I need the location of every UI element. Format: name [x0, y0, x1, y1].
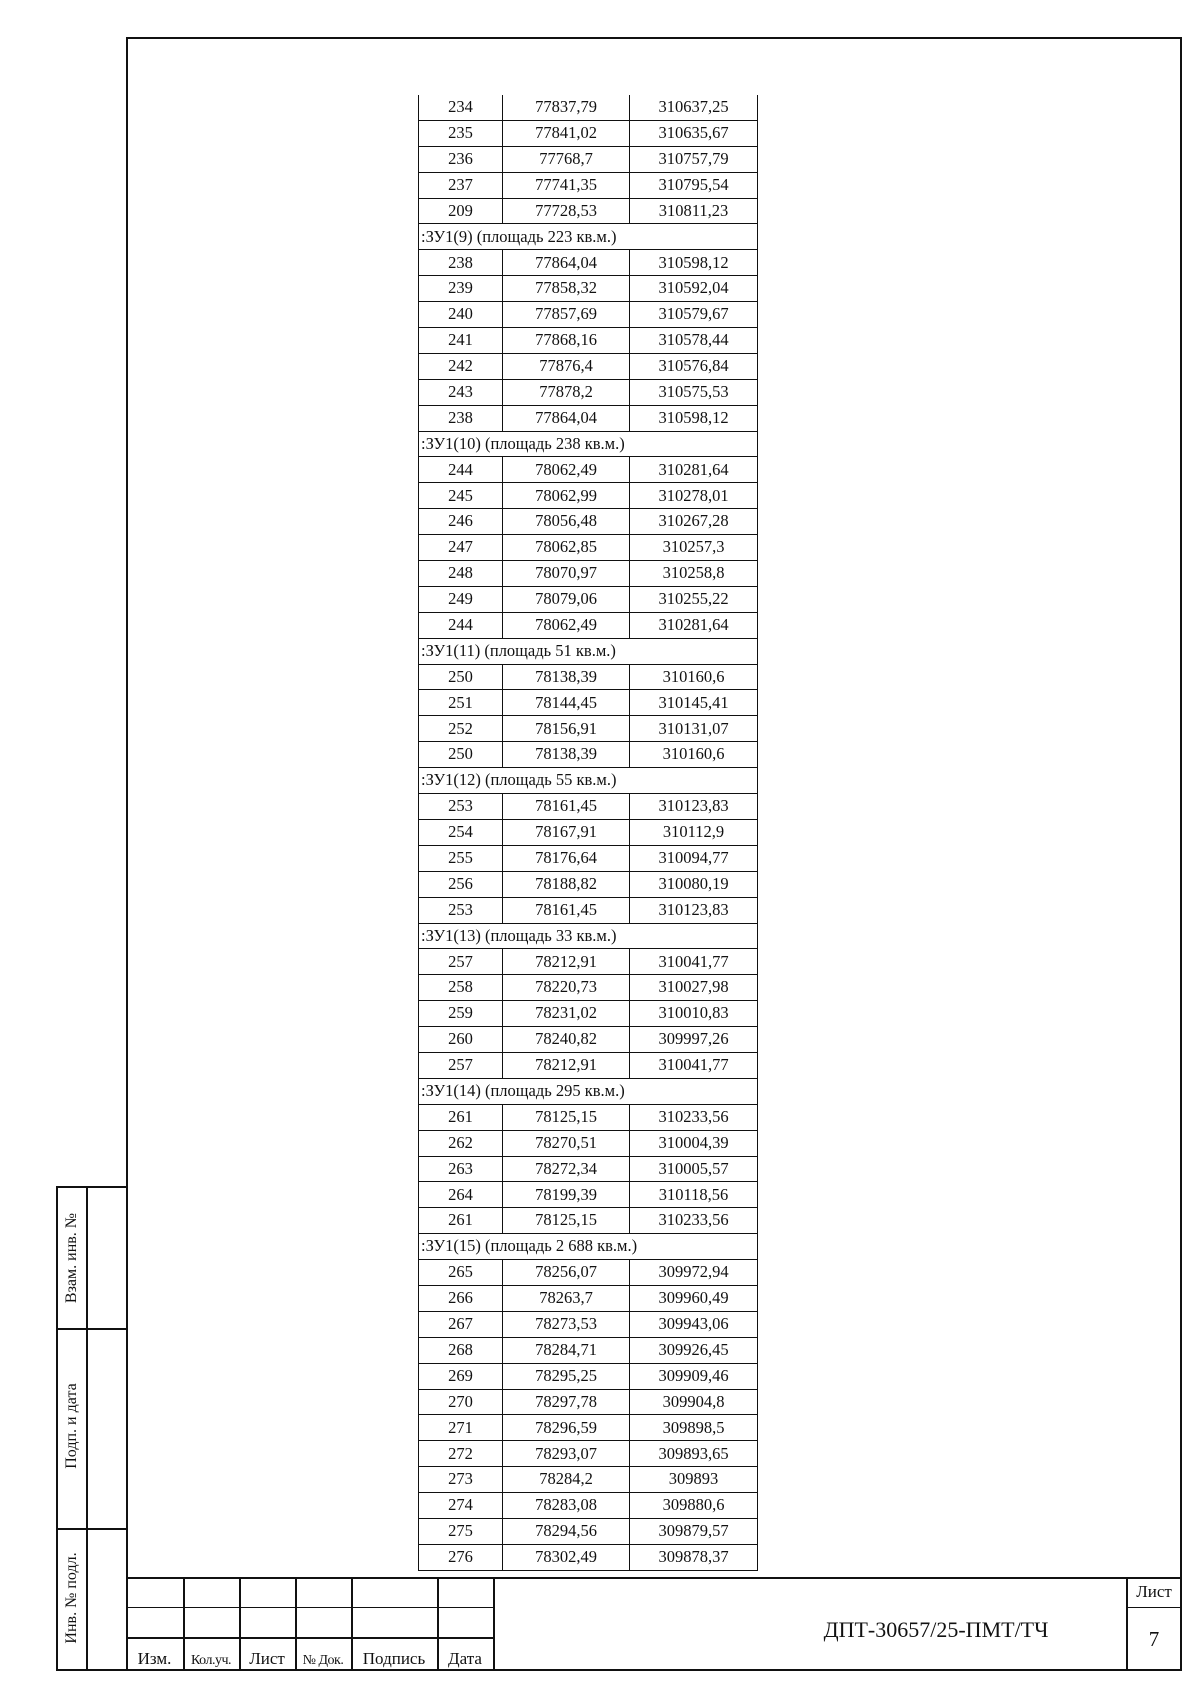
table-row	[419, 1052, 758, 1078]
point-number-cell: 260	[419, 1027, 503, 1053]
x-coordinate-cell: 78138,39	[503, 742, 630, 768]
section-header-row	[419, 431, 758, 457]
y-coordinate-cell: 309879,57	[630, 1518, 758, 1544]
table-row	[419, 1493, 758, 1519]
point-number-cell: 235	[419, 120, 503, 146]
y-coordinate-cell: 310795,54	[630, 172, 758, 198]
side-label-original-inv: Инв. № подл.	[63, 1552, 80, 1644]
point-number-cell: 244	[419, 457, 503, 483]
x-coordinate-cell: 77864,04	[503, 250, 630, 276]
point-number-cell: 274	[419, 1493, 503, 1519]
section-title: :ЗУ1(9) (площадь 223 кв.м.)	[419, 224, 758, 250]
y-coordinate-cell: 310123,83	[630, 897, 758, 923]
point-number-cell: 266	[419, 1285, 503, 1311]
point-number-cell: 245	[419, 483, 503, 509]
y-coordinate-cell: 310637,25	[630, 95, 758, 120]
point-number-cell: 263	[419, 1156, 503, 1182]
x-coordinate-cell: 78188,82	[503, 871, 630, 897]
table-row	[419, 276, 758, 302]
point-number-cell: 239	[419, 276, 503, 302]
section-title: :ЗУ1(10) (площадь 238 кв.м.)	[419, 431, 758, 457]
table-row	[419, 612, 758, 638]
table-row	[419, 1518, 758, 1544]
point-number-cell: 264	[419, 1182, 503, 1208]
table-row	[419, 302, 758, 328]
x-coordinate-cell: 78125,15	[503, 1208, 630, 1234]
table-row	[419, 1182, 758, 1208]
point-number-cell: 272	[419, 1441, 503, 1467]
x-coordinate-cell: 77876,4	[503, 353, 630, 379]
y-coordinate-cell: 310635,67	[630, 120, 758, 146]
sheet-number: 7	[1148, 1627, 1160, 1651]
x-coordinate-cell: 78296,59	[503, 1415, 630, 1441]
section-header-row	[419, 224, 758, 250]
table-row	[419, 1260, 758, 1286]
table-row	[419, 586, 758, 612]
header-change: Изм.	[137, 1649, 172, 1668]
side-stamp	[56, 1186, 128, 1671]
section-title: :ЗУ1(12) (площадь 55 кв.м.)	[419, 768, 758, 794]
table-row	[419, 1311, 758, 1337]
y-coordinate-cell: 310145,41	[630, 690, 758, 716]
x-coordinate-cell: 78283,08	[503, 1493, 630, 1519]
point-number-cell: 251	[419, 690, 503, 716]
table-row	[419, 690, 758, 716]
x-coordinate-cell: 78062,49	[503, 612, 630, 638]
table-row	[419, 664, 758, 690]
section-title: :ЗУ1(15) (площадь 2 688 кв.м.)	[419, 1234, 758, 1260]
point-number-cell: 244	[419, 612, 503, 638]
y-coordinate-cell: 310010,83	[630, 1001, 758, 1027]
document-code: ДПТ-30657/25-ПМТ/ТЧ	[823, 1617, 1049, 1642]
y-coordinate-cell: 310255,22	[630, 586, 758, 612]
y-coordinate-cell: 310004,39	[630, 1130, 758, 1156]
x-coordinate-cell: 78212,91	[503, 949, 630, 975]
table-row	[419, 1027, 758, 1053]
point-number-cell: 276	[419, 1544, 503, 1570]
section-title: :ЗУ1(11) (площадь 51 кв.м.)	[419, 638, 758, 664]
y-coordinate-cell: 310575,53	[630, 379, 758, 405]
x-coordinate-cell: 78199,39	[503, 1182, 630, 1208]
point-number-cell: 273	[419, 1467, 503, 1493]
point-number-cell: 267	[419, 1311, 503, 1337]
point-number-cell: 242	[419, 353, 503, 379]
y-coordinate-cell: 309960,49	[630, 1285, 758, 1311]
y-coordinate-cell: 310080,19	[630, 871, 758, 897]
table-row	[419, 871, 758, 897]
x-coordinate-cell: 77837,79	[503, 95, 630, 120]
y-coordinate-cell: 310576,84	[630, 353, 758, 379]
table-row	[419, 353, 758, 379]
x-coordinate-cell: 77841,02	[503, 120, 630, 146]
x-coordinate-cell: 78293,07	[503, 1441, 630, 1467]
point-number-cell: 252	[419, 716, 503, 742]
y-coordinate-cell: 310041,77	[630, 949, 758, 975]
header-doc-no: № Док.	[302, 1653, 344, 1668]
point-number-cell: 253	[419, 897, 503, 923]
table-row	[419, 172, 758, 198]
x-coordinate-cell: 77864,04	[503, 405, 630, 431]
section-header-row	[419, 1078, 758, 1104]
y-coordinate-cell: 310094,77	[630, 845, 758, 871]
point-number-cell: 250	[419, 742, 503, 768]
table-row	[419, 1544, 758, 1570]
y-coordinate-cell: 309904,8	[630, 1389, 758, 1415]
table-row	[419, 716, 758, 742]
x-coordinate-cell: 78062,85	[503, 535, 630, 561]
x-coordinate-cell: 78220,73	[503, 975, 630, 1001]
y-coordinate-cell: 309909,46	[630, 1363, 758, 1389]
y-coordinate-cell: 310281,64	[630, 612, 758, 638]
point-number-cell: 255	[419, 845, 503, 871]
table-row	[419, 198, 758, 224]
header-count: Кол.уч.	[191, 1653, 231, 1668]
table-row	[419, 1285, 758, 1311]
x-coordinate-cell: 77768,7	[503, 146, 630, 172]
y-coordinate-cell: 310131,07	[630, 716, 758, 742]
point-number-cell: 250	[419, 664, 503, 690]
point-number-cell: 240	[419, 302, 503, 328]
y-coordinate-cell: 309926,45	[630, 1337, 758, 1363]
y-coordinate-cell: 309997,26	[630, 1027, 758, 1053]
table-row	[419, 483, 758, 509]
point-number-cell: 258	[419, 975, 503, 1001]
y-coordinate-cell: 309898,5	[630, 1415, 758, 1441]
point-number-cell: 265	[419, 1260, 503, 1286]
x-coordinate-cell: 78272,34	[503, 1156, 630, 1182]
header-signature: Подпись	[362, 1649, 426, 1668]
x-coordinate-cell: 78167,91	[503, 819, 630, 845]
y-coordinate-cell: 310579,67	[630, 302, 758, 328]
point-number-cell: 238	[419, 405, 503, 431]
x-coordinate-cell: 77868,16	[503, 328, 630, 354]
x-coordinate-cell: 78295,25	[503, 1363, 630, 1389]
table-row	[419, 535, 758, 561]
y-coordinate-cell: 310281,64	[630, 457, 758, 483]
section-header-row	[419, 768, 758, 794]
table-row	[419, 1363, 758, 1389]
header-date: Дата	[448, 1649, 482, 1668]
y-coordinate-cell: 310578,44	[630, 328, 758, 354]
y-coordinate-cell: 309878,37	[630, 1544, 758, 1570]
table-row	[419, 405, 758, 431]
y-coordinate-cell: 310257,3	[630, 535, 758, 561]
point-number-cell: 248	[419, 561, 503, 587]
table-row	[419, 1389, 758, 1415]
y-coordinate-cell: 309893	[630, 1467, 758, 1493]
side-label-replacement-inv: Взам. инв. №	[63, 1212, 80, 1304]
x-coordinate-cell: 78176,64	[503, 845, 630, 871]
sheet-label: Лист	[1136, 1582, 1172, 1601]
table-row	[419, 1130, 758, 1156]
x-coordinate-cell: 77878,2	[503, 379, 630, 405]
point-number-cell: 241	[419, 328, 503, 354]
y-coordinate-cell: 310112,9	[630, 819, 758, 845]
x-coordinate-cell: 78294,56	[503, 1518, 630, 1544]
y-coordinate-cell: 310811,23	[630, 198, 758, 224]
coordinates-table	[418, 95, 758, 1571]
point-number-cell: 246	[419, 509, 503, 535]
section-header-row	[419, 1234, 758, 1260]
side-label-signature-date: Подп. и дата	[63, 1383, 80, 1469]
point-number-cell: 271	[419, 1415, 503, 1441]
y-coordinate-cell: 310598,12	[630, 405, 758, 431]
x-coordinate-cell: 78161,45	[503, 794, 630, 820]
point-number-cell: 249	[419, 586, 503, 612]
x-coordinate-cell: 78062,99	[503, 483, 630, 509]
table-row	[419, 1337, 758, 1363]
y-coordinate-cell: 310123,83	[630, 794, 758, 820]
x-coordinate-cell: 78231,02	[503, 1001, 630, 1027]
point-number-cell: 259	[419, 1001, 503, 1027]
point-number-cell: 257	[419, 949, 503, 975]
y-coordinate-cell: 309880,6	[630, 1493, 758, 1519]
y-coordinate-cell: 310233,56	[630, 1104, 758, 1130]
x-coordinate-cell: 78302,49	[503, 1544, 630, 1570]
point-number-cell: 268	[419, 1337, 503, 1363]
section-title: :ЗУ1(14) (площадь 295 кв.м.)	[419, 1078, 758, 1104]
table-row	[419, 897, 758, 923]
section-header-row	[419, 638, 758, 664]
table-row	[419, 120, 758, 146]
table-row	[419, 1156, 758, 1182]
table-row	[419, 561, 758, 587]
point-number-cell: 247	[419, 535, 503, 561]
y-coordinate-cell: 310005,57	[630, 1156, 758, 1182]
y-coordinate-cell: 309972,94	[630, 1260, 758, 1286]
table-row	[419, 975, 758, 1001]
x-coordinate-cell: 78062,49	[503, 457, 630, 483]
x-coordinate-cell: 78256,07	[503, 1260, 630, 1286]
title-block	[126, 1577, 1182, 1671]
x-coordinate-cell: 78070,97	[503, 561, 630, 587]
y-coordinate-cell: 310118,56	[630, 1182, 758, 1208]
table-row	[419, 949, 758, 975]
y-coordinate-cell: 310233,56	[630, 1208, 758, 1234]
x-coordinate-cell: 78270,51	[503, 1130, 630, 1156]
x-coordinate-cell: 77741,35	[503, 172, 630, 198]
table-row	[419, 1467, 758, 1493]
x-coordinate-cell: 78273,53	[503, 1311, 630, 1337]
y-coordinate-cell: 310027,98	[630, 975, 758, 1001]
y-coordinate-cell: 310160,6	[630, 664, 758, 690]
table-row	[419, 509, 758, 535]
table-row	[419, 250, 758, 276]
x-coordinate-cell: 77857,69	[503, 302, 630, 328]
point-number-cell: 261	[419, 1208, 503, 1234]
x-coordinate-cell: 78284,71	[503, 1337, 630, 1363]
header-sheet: Лист	[249, 1649, 285, 1668]
y-coordinate-cell: 310160,6	[630, 742, 758, 768]
y-coordinate-cell: 310757,79	[630, 146, 758, 172]
point-number-cell: 269	[419, 1363, 503, 1389]
y-coordinate-cell: 310598,12	[630, 250, 758, 276]
x-coordinate-cell: 77858,32	[503, 276, 630, 302]
y-coordinate-cell: 309893,65	[630, 1441, 758, 1467]
y-coordinate-cell: 310278,01	[630, 483, 758, 509]
point-number-cell: 236	[419, 146, 503, 172]
table-row	[419, 95, 758, 120]
x-coordinate-cell: 78056,48	[503, 509, 630, 535]
x-coordinate-cell: 78125,15	[503, 1104, 630, 1130]
table-row	[419, 794, 758, 820]
point-number-cell: 209	[419, 198, 503, 224]
y-coordinate-cell: 310041,77	[630, 1052, 758, 1078]
x-coordinate-cell: 78297,78	[503, 1389, 630, 1415]
point-number-cell: 262	[419, 1130, 503, 1156]
table-row	[419, 328, 758, 354]
section-title: :ЗУ1(13) (площадь 33 кв.м.)	[419, 923, 758, 949]
table-row	[419, 1001, 758, 1027]
point-number-cell: 254	[419, 819, 503, 845]
point-number-cell: 253	[419, 794, 503, 820]
point-number-cell: 270	[419, 1389, 503, 1415]
x-coordinate-cell: 78284,2	[503, 1467, 630, 1493]
table-row	[419, 845, 758, 871]
table-row	[419, 1104, 758, 1130]
table-row	[419, 1415, 758, 1441]
point-number-cell: 256	[419, 871, 503, 897]
y-coordinate-cell: 309943,06	[630, 1311, 758, 1337]
x-coordinate-cell: 77728,53	[503, 198, 630, 224]
x-coordinate-cell: 78161,45	[503, 897, 630, 923]
x-coordinate-cell: 78240,82	[503, 1027, 630, 1053]
x-coordinate-cell: 78212,91	[503, 1052, 630, 1078]
x-coordinate-cell: 78263,7	[503, 1285, 630, 1311]
x-coordinate-cell: 78144,45	[503, 690, 630, 716]
table-row	[419, 1441, 758, 1467]
point-number-cell: 261	[419, 1104, 503, 1130]
table-row	[419, 379, 758, 405]
point-number-cell: 243	[419, 379, 503, 405]
point-number-cell: 237	[419, 172, 503, 198]
y-coordinate-cell: 310258,8	[630, 561, 758, 587]
y-coordinate-cell: 310267,28	[630, 509, 758, 535]
point-number-cell: 234	[419, 95, 503, 120]
x-coordinate-cell: 78138,39	[503, 664, 630, 690]
x-coordinate-cell: 78156,91	[503, 716, 630, 742]
table-row	[419, 819, 758, 845]
table-row	[419, 457, 758, 483]
table-row	[419, 742, 758, 768]
table-row	[419, 146, 758, 172]
x-coordinate-cell: 78079,06	[503, 586, 630, 612]
point-number-cell: 275	[419, 1518, 503, 1544]
table-row	[419, 1208, 758, 1234]
point-number-cell: 257	[419, 1052, 503, 1078]
y-coordinate-cell: 310592,04	[630, 276, 758, 302]
section-header-row	[419, 923, 758, 949]
point-number-cell: 238	[419, 250, 503, 276]
